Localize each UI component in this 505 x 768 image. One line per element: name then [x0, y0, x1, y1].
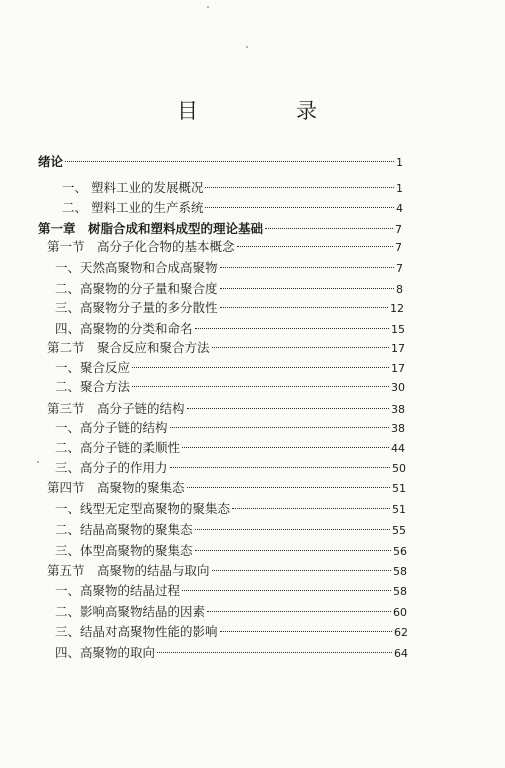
dot-leader [220, 631, 392, 632]
toc-entry [55, 438, 405, 458]
dot-leader [182, 590, 391, 591]
dot-leader [232, 508, 390, 509]
toc-entry [55, 520, 406, 540]
dot-leader [212, 570, 391, 571]
dot-leader [132, 367, 389, 368]
dot-leader [205, 207, 394, 208]
toc-entry-page-number: 7 [395, 241, 402, 254]
toc-entry-title: 第一章 树脂合成和塑料成型的理论基础 [38, 221, 264, 236]
toc-entry-page-number: 17 [391, 362, 405, 375]
toc-entry-title: 绪论 [38, 154, 64, 169]
dot-leader [195, 529, 390, 530]
toc-entry-title: 第一节 高分子化合物的基本概念 [47, 239, 235, 254]
toc-entry-page-number: 17 [391, 342, 405, 355]
toc-entry-page-number: 7 [396, 262, 403, 275]
toc-entry-page-number: 38 [391, 422, 405, 435]
toc-entry-title: 三、体型高聚物的聚集态 [55, 543, 193, 558]
dot-leader [265, 228, 393, 229]
toc-entry [55, 622, 408, 642]
dot-leader [220, 288, 394, 289]
dot-leader [182, 447, 389, 448]
toc-entry-page-number: 51 [392, 482, 406, 495]
toc-entry [55, 258, 403, 278]
toc-entry [55, 418, 405, 438]
dot-leader [220, 307, 388, 308]
toc-entry [47, 561, 407, 581]
toc-entry-title: 一、 塑料工业的发展概况 [62, 180, 204, 195]
toc-entry-page-number: 8 [396, 283, 403, 296]
toc-entry [47, 478, 406, 498]
toc-entry [38, 152, 403, 172]
toc-entry-title: 二、结晶高聚物的聚集态 [55, 522, 193, 537]
dot-leader [195, 328, 389, 329]
dot-leader [157, 652, 392, 653]
toc-entry-page-number: 55 [392, 524, 406, 537]
dot-leader [205, 187, 394, 188]
dot-leader [132, 386, 389, 387]
toc-entry [62, 178, 403, 198]
toc-entry-page-number: 64 [394, 647, 408, 660]
toc-entry [55, 279, 403, 299]
toc-entry-title: 三、高分子的作用力 [55, 460, 168, 475]
toc-entry-title: 一、天然高聚物和合成高聚物 [55, 260, 218, 275]
toc-entry-title: 二、影响高聚物结晶的因素 [55, 604, 206, 619]
dot-leader [212, 347, 389, 348]
toc-entry-title: 三、高聚物分子量的多分散性 [55, 300, 218, 315]
toc-entry-title: 二、高聚物的分子量和聚合度 [55, 281, 218, 296]
toc-entry-page-number: 60 [393, 606, 407, 619]
toc-entry-title: 一、线型无定型高聚物的聚集态 [55, 501, 231, 516]
toc-entry-title: 四、高聚物的取向 [55, 645, 156, 660]
toc-entry-page-number: 4 [396, 202, 403, 215]
toc-entry-page-number: 1 [396, 182, 403, 195]
toc-entry [55, 358, 405, 378]
toc-entry-page-number: 56 [393, 545, 407, 558]
dot-leader [237, 246, 393, 247]
dot-leader [65, 161, 394, 162]
toc-entry-page-number: 12 [390, 302, 404, 315]
toc-entry-page-number: 58 [393, 585, 407, 598]
toc-entry-title: 第四节 高聚物的聚集态 [47, 480, 185, 495]
toc-entry-page-number: 7 [395, 223, 402, 236]
dot-leader [220, 267, 394, 268]
toc-entry [55, 458, 406, 478]
toc-entry-title: 二、 塑料工业的生产系统 [62, 200, 204, 215]
toc-entry [47, 338, 405, 358]
dot-leader [187, 408, 389, 409]
toc-entry-page-number: 51 [392, 503, 406, 516]
toc-entry-page-number: 38 [391, 403, 405, 416]
toc-entry-title: 四、高聚物的分类和命名 [55, 321, 193, 336]
toc-entry [62, 198, 403, 218]
scan-speck [37, 461, 39, 463]
toc-entry [47, 399, 405, 419]
toc-entry-title: 第五节 高聚物的结晶与取向 [47, 563, 210, 578]
toc-entry-page-number: 30 [391, 381, 405, 394]
dot-leader [170, 467, 390, 468]
toc-entry [55, 298, 404, 318]
dot-leader [195, 550, 391, 551]
toc-entry-page-number: 1 [396, 156, 403, 169]
scan-speck [246, 46, 248, 48]
toc-entry [55, 581, 407, 601]
toc-entry [55, 541, 407, 561]
toc-entry-title: 二、高分子链的柔顺性 [55, 440, 181, 455]
toc-entry-title: 二、聚合方法 [55, 379, 131, 394]
toc-entry [38, 219, 402, 239]
toc-entry-title: 第二节 聚合反应和聚合方法 [47, 340, 210, 355]
toc-entry-title: 一、高聚物的结晶过程 [55, 583, 181, 598]
heading-char-right: 录 [296, 99, 318, 123]
toc-entry [47, 237, 402, 257]
toc-entry-page-number: 44 [391, 442, 405, 455]
toc-entry [55, 602, 407, 622]
dot-leader [207, 611, 391, 612]
toc-entry-title: 三、结晶对高聚物性能的影响 [55, 624, 218, 639]
toc-entry [55, 319, 405, 339]
dot-leader [187, 487, 390, 488]
toc-entry-title: 第三节 高分子链的结构 [47, 401, 185, 416]
toc-entry [55, 499, 406, 519]
toc-entry-page-number: 15 [391, 323, 405, 336]
toc-entry-title: 一、聚合反应 [55, 360, 131, 375]
toc-entry [55, 643, 408, 663]
toc-entry-page-number: 58 [393, 565, 407, 578]
toc-entry-title: 一、高分子链的结构 [55, 420, 168, 435]
page-heading [0, 97, 505, 125]
toc-entry-page-number: 62 [394, 626, 408, 639]
toc-entry-page-number: 50 [392, 462, 406, 475]
dot-leader [170, 427, 389, 428]
heading-char-left: 目 [177, 99, 199, 123]
scan-speck [207, 6, 209, 8]
toc-entry [55, 377, 405, 397]
